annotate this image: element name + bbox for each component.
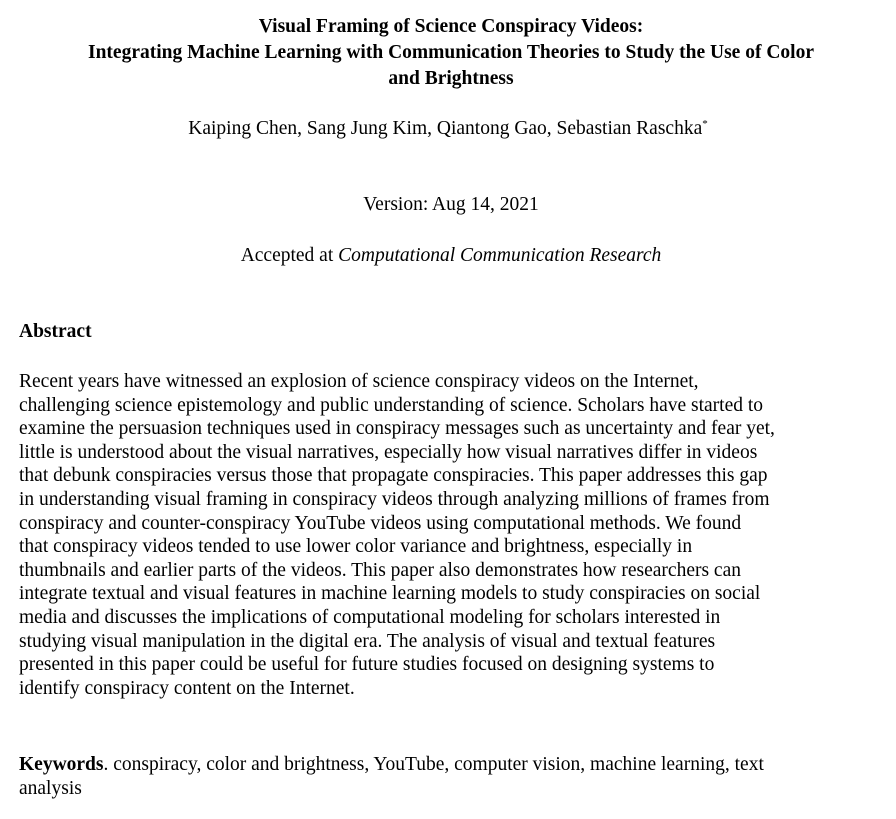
abstract-line: in understanding visual framing in conspiracy videos through analyzing millions of frames from — [19, 488, 770, 510]
title-line: and Brightness — [388, 68, 514, 89]
venue-name: Computational Communication Research — [338, 245, 662, 266]
title-line: Visual Framing of Science Conspiracy Videos: — [258, 16, 644, 37]
abstract-body — [19, 370, 889, 700]
keywords-line-continued: analysis — [19, 778, 82, 799]
author-footnote-mark: * — [702, 118, 708, 130]
keywords-line — [19, 753, 764, 777]
abstract-line: media and discusses the implications of computational modeling for scholars interested in — [19, 606, 721, 628]
acceptance-prefix: Accepted at — [240, 245, 339, 266]
abstract-heading: Abstract — [19, 321, 92, 342]
keywords-label: Keywords — [19, 754, 104, 775]
abstract-line: challenging science epistemology and public understanding of science. Scholars have started to — [19, 394, 764, 416]
abstract-line: conspiracy and counter-conspiracy YouTube videos using computational methods. We found — [19, 512, 742, 534]
abstract-line: thumbnails and earlier parts of the videos. This paper also demonstrates how researchers can — [19, 559, 741, 581]
abstract-line: that conspiracy videos tended to use lower color variance and brightness, especially in — [19, 536, 693, 558]
abstract-line: examine the persuasion techniques used in conspiracy messages such as uncertainty and fear yet, — [19, 418, 775, 440]
acceptance-line — [0, 243, 896, 269]
keywords-section — [19, 753, 764, 801]
abstract-line: studying visual manipulation in the digital era. The analysis of visual and textual features — [19, 630, 716, 652]
abstract-line: integrate textual and visual features in machine learning models to study conspiracies on social — [19, 583, 761, 605]
paper-title — [20, 14, 882, 92]
abstract-line: presented in this paper could be useful for future studies focused on designing systems to — [19, 654, 715, 676]
abstract-line: identify conspiracy content on the Internet. — [19, 677, 355, 699]
author-names: Kaiping Chen, Sang Jung Kim, Qiantong Gao, Sebastian Raschka — [188, 118, 703, 139]
author-list — [0, 116, 896, 142]
abstract-line: little is understood about the visual narratives, especially how visual narratives differ in videos — [19, 441, 758, 463]
title-line: Integrating Machine Learning with Communication Theories to Study the Use of Color — [87, 42, 814, 63]
keywords-list: . conspiracy, color and brightness, YouTube, computer vision, machine learning, text — [103, 754, 764, 775]
abstract-line: Recent years have witnessed an explosion of science conspiracy videos on the Internet, — [19, 371, 699, 392]
abstract-line: that debunk conspiracies versus those that propagate conspiracies. This paper addresses this gap — [19, 465, 768, 487]
version-line: Version: Aug 14, 2021 — [363, 194, 539, 215]
